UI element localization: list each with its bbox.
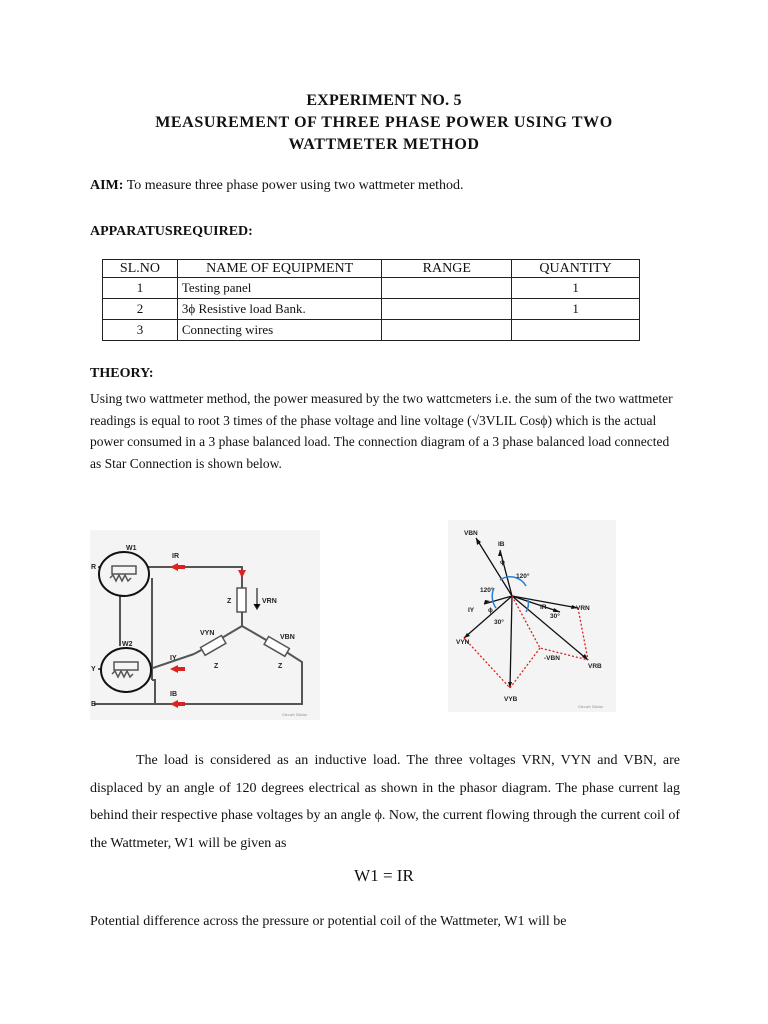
phasor-label-vrb: VRB xyxy=(588,663,602,670)
label-z-left: Z xyxy=(214,663,219,670)
table-header-row xyxy=(103,260,640,278)
phasor-label-120-top: 120° xyxy=(516,573,530,580)
table-cell: 1 xyxy=(512,299,640,320)
table-cell: 3 xyxy=(103,320,178,341)
label-vbn: VBN xyxy=(280,634,295,641)
body-paragraph-text: The load is considered as an inductive load. The three voltages VRN, VYN and VBN, are displaced by an angle of 120 degrees electrical as shown in the phasor diagram. The phase current lag behind their respective phase voltages by an angle ϕ. Now, the current flowing through the current coil of the Wattmeter, W1 will be given as xyxy=(90,753,680,851)
label-y: Y xyxy=(91,666,96,673)
closing-line: Potential difference across the pressure or potential coil of the Wattmeter, W1 will be xyxy=(90,914,567,929)
page-title-line2: WATTMETER METHOD xyxy=(288,136,480,153)
aim-section xyxy=(90,178,464,194)
equipment-table xyxy=(102,259,640,341)
phasor-label-phi-y: ϕ xyxy=(488,607,493,614)
label-vrn: VRN xyxy=(262,598,277,605)
aim-text: To measure three phase power using two wattmeter method. xyxy=(126,178,464,193)
apparatus-heading: APPARATUSREQUIRED: xyxy=(90,224,253,239)
table-cell: Connecting wires xyxy=(177,320,382,341)
column-header: NAME OF EQUIPMENT xyxy=(177,260,382,278)
table-cell xyxy=(382,320,512,341)
phasor-label-vbn: VBN xyxy=(464,530,478,537)
body-paragraph xyxy=(90,747,680,857)
circuit-diagram xyxy=(90,530,320,720)
label-vyn: VYN xyxy=(200,630,215,637)
phasor-diagram xyxy=(448,520,616,712)
table-row xyxy=(103,299,640,320)
phasor-label-ir: IR xyxy=(540,604,547,611)
phasor-label-30-right: 30° xyxy=(550,613,560,620)
table-cell xyxy=(382,278,512,299)
phasor-label-120-left: 120° xyxy=(480,587,494,594)
table-cell: Testing panel xyxy=(177,278,382,299)
column-header: RANGE xyxy=(382,260,512,278)
label-w1: W1 xyxy=(126,545,137,552)
table-row xyxy=(103,320,640,341)
experiment-number: EXPERIMENT NO. 5 xyxy=(306,92,462,109)
formula-w1: W1 = IR xyxy=(354,866,414,885)
label-w2: W2 xyxy=(122,641,133,648)
phasor-label-neg-vbn: -VBN xyxy=(544,655,560,662)
page-title-line1: MEASUREMENT OF THREE PHASE POWER USING TWO xyxy=(155,114,613,131)
table-cell: 1 xyxy=(512,278,640,299)
theory-heading: THEORY: xyxy=(90,366,154,381)
phasor-label-vyb: VYB xyxy=(504,696,518,703)
phasor-label-30-bottom: 30° xyxy=(494,619,504,626)
phasor-label-vyn: VYN xyxy=(456,639,470,646)
label-r: R xyxy=(91,564,97,571)
column-header: QUANTITY xyxy=(512,260,640,278)
table-cell: 2 xyxy=(103,299,178,320)
table-cell: 1 xyxy=(103,278,178,299)
phasor-label-iy: IY xyxy=(468,607,475,614)
label-ib: IB xyxy=(170,691,177,698)
phasor-label-phi-b: ϕ xyxy=(500,559,505,566)
column-header: SL.NO xyxy=(103,260,178,278)
label-ir: IR xyxy=(172,553,179,560)
table-row xyxy=(103,278,640,299)
label-b: B xyxy=(91,701,97,708)
phasor-label-ib: IB xyxy=(498,541,505,548)
label-z-top: Z xyxy=(227,598,232,605)
label-iy: IY xyxy=(170,655,177,662)
table-cell xyxy=(512,320,640,341)
table-cell xyxy=(382,299,512,320)
aim-label: AIM: xyxy=(90,178,124,193)
table-cell: 3ϕ Resistive load Bank. xyxy=(177,299,382,320)
circuit-watermark: Circuit Globe xyxy=(282,712,308,717)
theory-paragraph: Using two wattmeter method, the power measured by the two wattcmeters i.e. the sum of the two wattmeter readings is equal to root 3 times of the phase voltage and line voltage (√3VLIL Cosϕ) which is the actual power consumed in a 3 phase balanced load. The connection diagram of a 3 phase balanced load connected as Star Connection is shown below. xyxy=(90,391,673,471)
phasor-watermark: Circuit Globe xyxy=(578,704,604,709)
label-z-right: Z xyxy=(278,663,283,670)
phasor-label-vrn: VRN xyxy=(576,605,590,612)
